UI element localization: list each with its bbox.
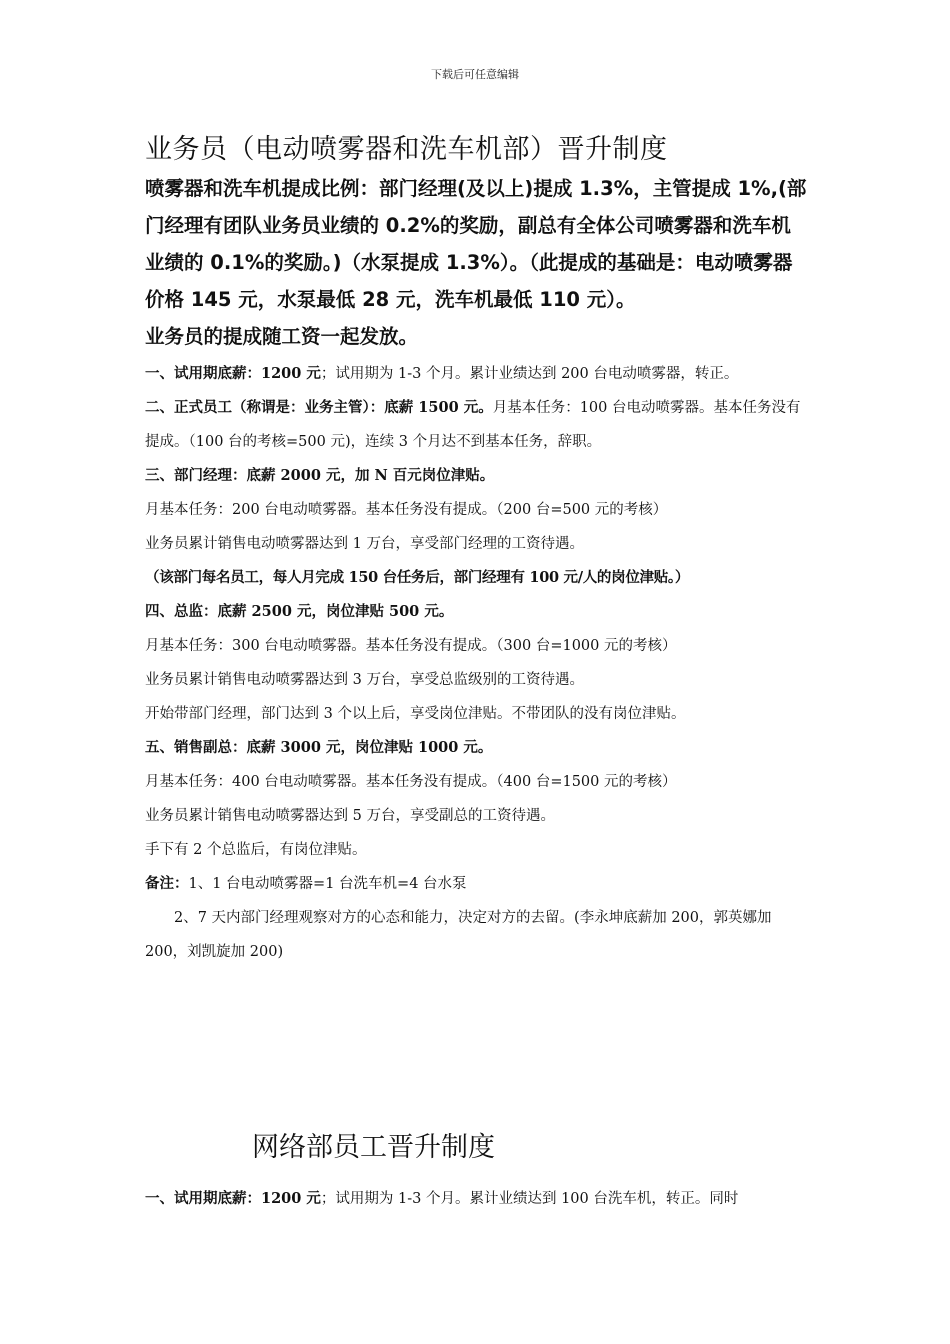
commission-intro: 喷雾器和洗车机提成比例：部门经理(及以上)提成 1.3%，主管提成 1%,(部门经理有团队业务员业绩的 0.2%的奖励，副总有全体公司喷雾器和洗车机业绩的 0.1%的奖励。)（水泵提成 1.3%）。（此提成的基础是：电动喷雾器价格 145 元，水泵最低 28 元，洗车机最低 110 元）。 [145,177,807,311]
network-body [145,1182,810,1216]
director-line-1: 月基本任务：300 台电动喷雾器。基本任务没有提成。（300 台=1000 元的考核） [145,638,677,654]
vp-line-3: 手下有 2 个总监后，有岗位津贴。 [145,842,367,858]
section-text: 月基本任务：100 台电动喷雾器。基本任务没有提成。（100 台的考核=500 元)，连续 3 个月达不到基本任务，辞职。 [145,400,801,450]
director-line-3: 开始带部门经理，部门达到 3 个以上后，享受岗位津贴。不带团队的没有岗位津贴。 [145,706,686,722]
network-section-probation [145,1182,810,1216]
document-body [145,130,810,969]
section-regular [145,391,810,459]
manager-line-1: 月基本任务：200 台电动喷雾器。基本任务没有提成。（200 台=500 元的考核） [145,502,668,518]
section-director-heading: 四、总监：底薪 2500 元，岗位津贴 500 元。 [145,603,454,620]
section-manager-heading: 三、部门经理：底薪 2000 元，加 N 百元岗位津贴。 [145,467,495,484]
remark-text: 1、1 台电动喷雾器=1 台洗车机=4 台水泵 [188,876,467,892]
section-probation [145,357,810,391]
network-title: 网络部员工晋升制度 [252,1132,495,1163]
remark-label: 备注： [145,875,189,892]
pay-note: 业务员的提成随工资一起发放。 [145,325,419,348]
section-text: ；试用期为 1-3 个月。累计业绩达到 200 台电动喷雾器，转正。 [320,366,739,382]
remark-line-1 [145,867,810,901]
page-title: 业务员（电动喷雾器和洗车机部）晋升制度 [145,134,668,165]
vp-line-2: 业务员累计销售电动喷雾器达到 5 万台，享受副总的工资待遇。 [145,808,555,824]
manager-line-3: （该部门每名员工，每人月完成 150 台任务后，部门经理有 100 元/人的岗位津贴。） [145,569,690,586]
remark-line-2: 2、7 天内部门经理观察对方的心态和能力，决定对方的去留。(李永坤底薪加 200，郭英娜加 200，刘凯旋加 200) [145,910,772,960]
section-heading: 一、试用期底薪：1200 元 [145,1190,321,1207]
section-heading: 二、正式员工（称谓是：业务主管）：底薪 1500 元。 [145,399,493,416]
header-note: 下载后可任意编辑 [431,68,519,81]
manager-line-2: 业务员累计销售电动喷雾器达到 1 万台，享受部门经理的工资待遇。 [145,536,584,552]
section-text: ；试用期为 1-3 个月。累计业绩达到 100 台洗车机，转正。同时 [320,1191,739,1207]
director-line-2: 业务员累计销售电动喷雾器达到 3 万台，享受总监级别的工资待遇。 [145,672,584,688]
section-vp-heading: 五、销售副总：底薪 3000 元，岗位津贴 1000 元。 [145,739,493,756]
vp-line-1: 月基本任务：400 台电动喷雾器。基本任务没有提成。（400 台=1500 元的考核） [145,774,677,790]
section-heading: 一、试用期底薪：1200 元 [145,365,321,382]
